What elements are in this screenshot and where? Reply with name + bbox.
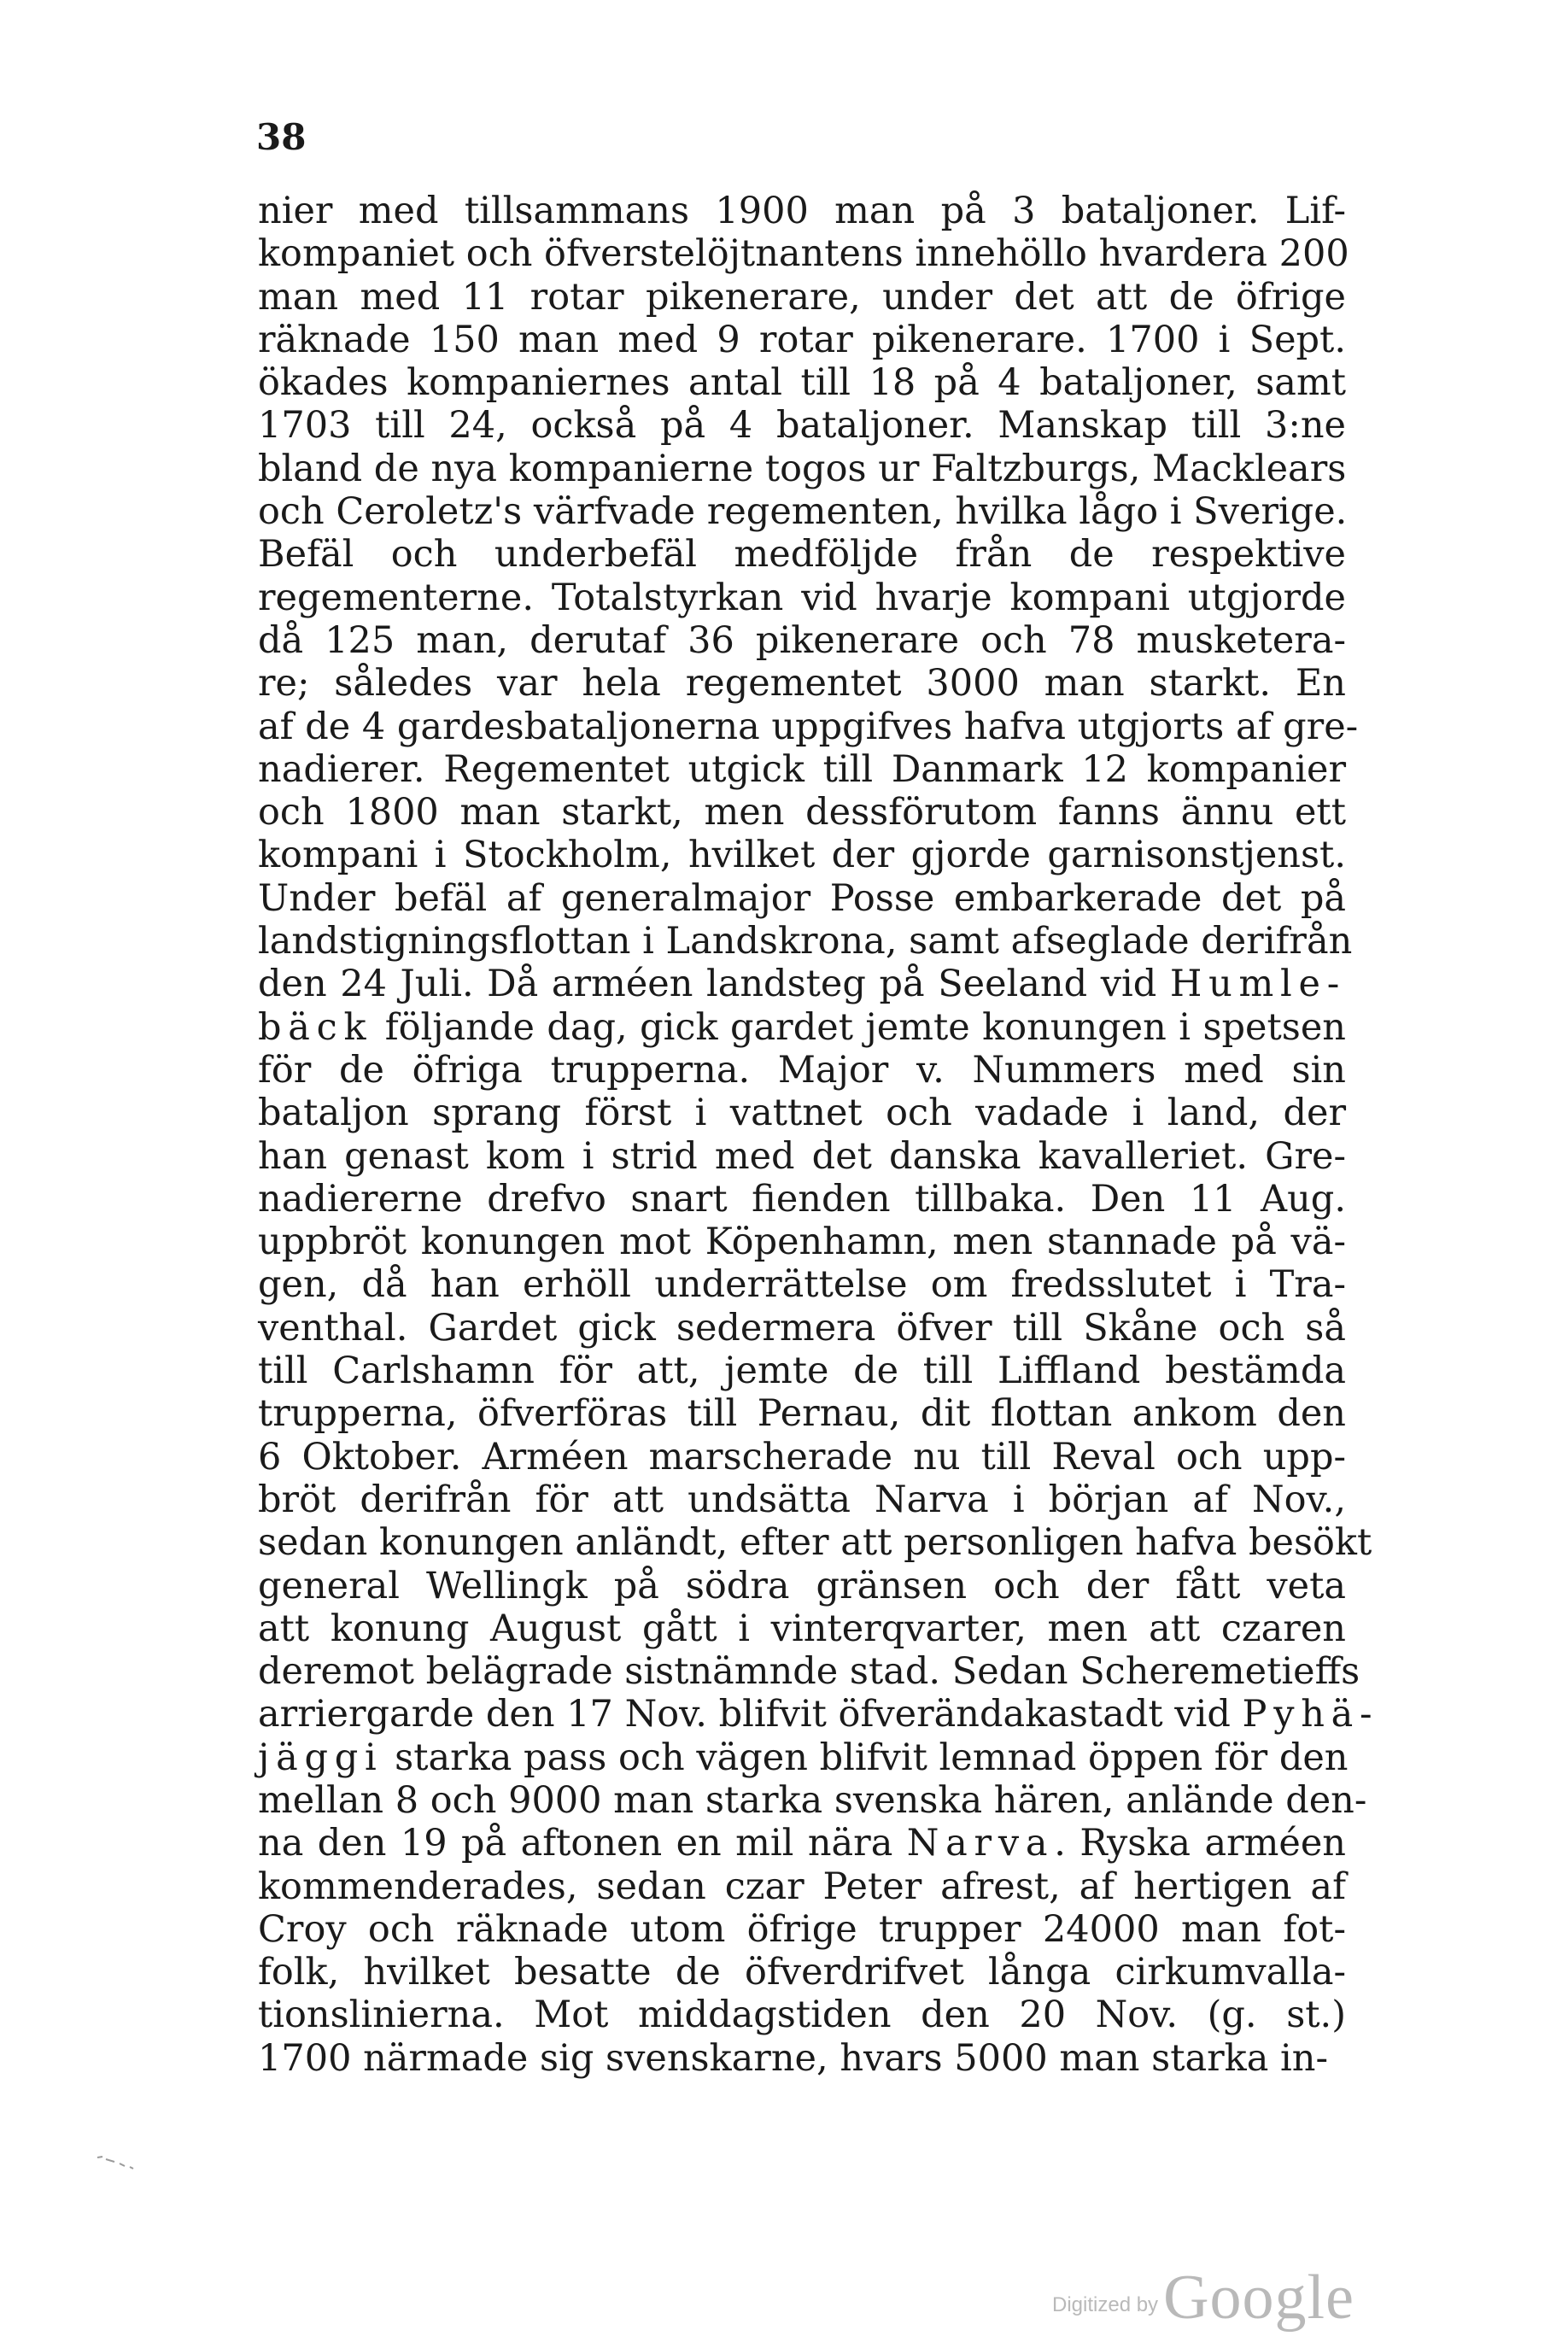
digitized-by-label: Digitized by xyxy=(1052,2293,1159,2316)
page-number: 38 xyxy=(256,116,307,158)
text-line: nadiererne drefvo snart fienden tillbaka. Den 11 Aug. xyxy=(258,1177,1346,1221)
text-line: han genast kom i strid med det danska kavalleriet. Gre- xyxy=(258,1134,1346,1178)
text-line: deremot belägrade sistnämnde stad. Sedan Scheremetieffs xyxy=(258,1650,1360,1694)
text-line: räknade 150 man med 9 rotar pikenerare. 1700 i Sept. xyxy=(258,318,1346,361)
text-line: för de öfriga trupperna. Major v. Nummers med sin xyxy=(258,1048,1346,1092)
spaced-place-name: jäggi xyxy=(258,1736,383,1779)
text-line: af de 4 gardesbataljonerna uppgifves hafva utgjorts af gre- xyxy=(258,705,1359,748)
text-line: jäggi starka pass och vägen blifvit lemnad öppen för den xyxy=(258,1736,1349,1779)
text-line: 1703 till 24, också på 4 bataljoner. Manskap till 3:ne xyxy=(258,404,1346,448)
text-line: arriergarde den 17 Nov. blifvit öfverändakastadt vid Pyhä- xyxy=(258,1693,1379,1736)
text-line: kommenderades, sedan czar Peter afrest, af hertigen af xyxy=(258,1865,1346,1908)
text-line: till Carlshamn för att, jemte de till Liffland bestämda xyxy=(258,1350,1346,1393)
text-line: bäck följande dag, gick gardet jemte konungen i spetsen xyxy=(258,1005,1346,1049)
text-line: bland de nya kompanierne togos ur Faltzburgs, Macklears xyxy=(258,447,1347,490)
spaced-place-name: Narva xyxy=(906,1822,1055,1865)
text-line: re; således var hela regementet 3000 man starkt. En xyxy=(258,662,1346,706)
spaced-place-name: Pyhä- xyxy=(1242,1693,1379,1736)
text-line: tionslinierna. Mot middagstiden den 20 Nov. (g. st.) xyxy=(258,1994,1346,2037)
digitized-by-google-watermark xyxy=(1052,2262,1354,2334)
text-line: 6 Oktober. Arméen marscherade nu till Reval och upp- xyxy=(258,1435,1346,1478)
text-line: folk, hvilket besatte de öfverdrifvet långa cirkumvalla- xyxy=(258,1951,1346,1994)
text-line: man med 11 rotar pikenerare, under det att de öfrige xyxy=(258,275,1346,319)
text-line: general Wellingk på södra gränsen och der fått veta xyxy=(258,1564,1346,1607)
text-line: na den 19 på aftonen en mil nära Narva. Ryska arméen xyxy=(258,1822,1347,1865)
spaced-place-name: bäck xyxy=(258,1005,373,1049)
text-line: bataljon sprang först i vattnet och vadade i land, der xyxy=(258,1092,1346,1135)
text-line: uppbröt konungen mot Köpenhamn, men stannade på vä- xyxy=(258,1221,1346,1264)
text-line: och 1800 man starkt, men dessförutom fanns ännu ett xyxy=(258,791,1346,834)
text-line: sedan konungen anländt, efter att personligen hafva besökt xyxy=(258,1521,1372,1565)
text-line: kompani i Stockholm, hvilket der gjorde garnisonstjenst. xyxy=(258,834,1346,877)
text-line: den 24 Juli. Då arméen landsteg på Seeland vid Humle- xyxy=(258,963,1346,1006)
text-line: Befäl och underbefäl medföljde från de respektive xyxy=(258,533,1346,577)
text-line: kompaniet och öfverstelöjtnantens innehöllo hvardera 200 xyxy=(258,232,1349,276)
text-line: trupperna, öfverföras till Pernau, dit flottan ankom den xyxy=(258,1392,1346,1436)
body-text xyxy=(258,190,1379,2080)
text-line: gen, då han erhöll underrättelse om fredsslutet i Tra- xyxy=(258,1263,1346,1307)
text-line: 1700 närmade sig svenskarne, hvars 5000 man starka in- xyxy=(258,2036,1329,2080)
spaced-place-name: Humle- xyxy=(1169,963,1346,1006)
text-line: regementerne. Totalstyrkan vid hvarje kompani utgjorde xyxy=(258,576,1346,619)
text-line: mellan 8 och 9000 man starka svenska hären, anlände den- xyxy=(258,1778,1367,1822)
text-line: nier med tillsammans 1900 man på 3 bataljoner. Lif- xyxy=(258,190,1346,232)
text-line: då 125 man, derutaf 36 pikenerare och 78 musketera- xyxy=(258,618,1346,662)
text-line: nadierer. Regementet utgick till Danmark 12 kompanier xyxy=(258,747,1346,791)
text-line: venthal. Gardet gick sedermera öfver till Skåne och så xyxy=(258,1306,1346,1350)
text-line: Croy och räknade utom öfrige trupper 24000 man fot- xyxy=(258,1907,1346,1951)
google-logo: Google xyxy=(1163,2263,1354,2333)
text-line: bröt derifrån för att undsätta Narva i början af Nov., xyxy=(258,1478,1346,1521)
scan-speck-mark xyxy=(96,2154,135,2169)
text-line: att konung August gått i vinterqvarter, men att czaren xyxy=(258,1607,1346,1650)
text-line: Under befäl af generalmajor Posse embarkerade det på xyxy=(258,876,1346,920)
text-line: landstigningsflottan i Landskrona, samt afseglade derifrån xyxy=(258,920,1353,963)
text-line: ökades kompaniernes antal till 18 på 4 bataljoner, samt xyxy=(258,361,1346,405)
text-line: och Ceroletz's värfvade regementen, hvilka lågo i Sverige. xyxy=(258,490,1348,534)
